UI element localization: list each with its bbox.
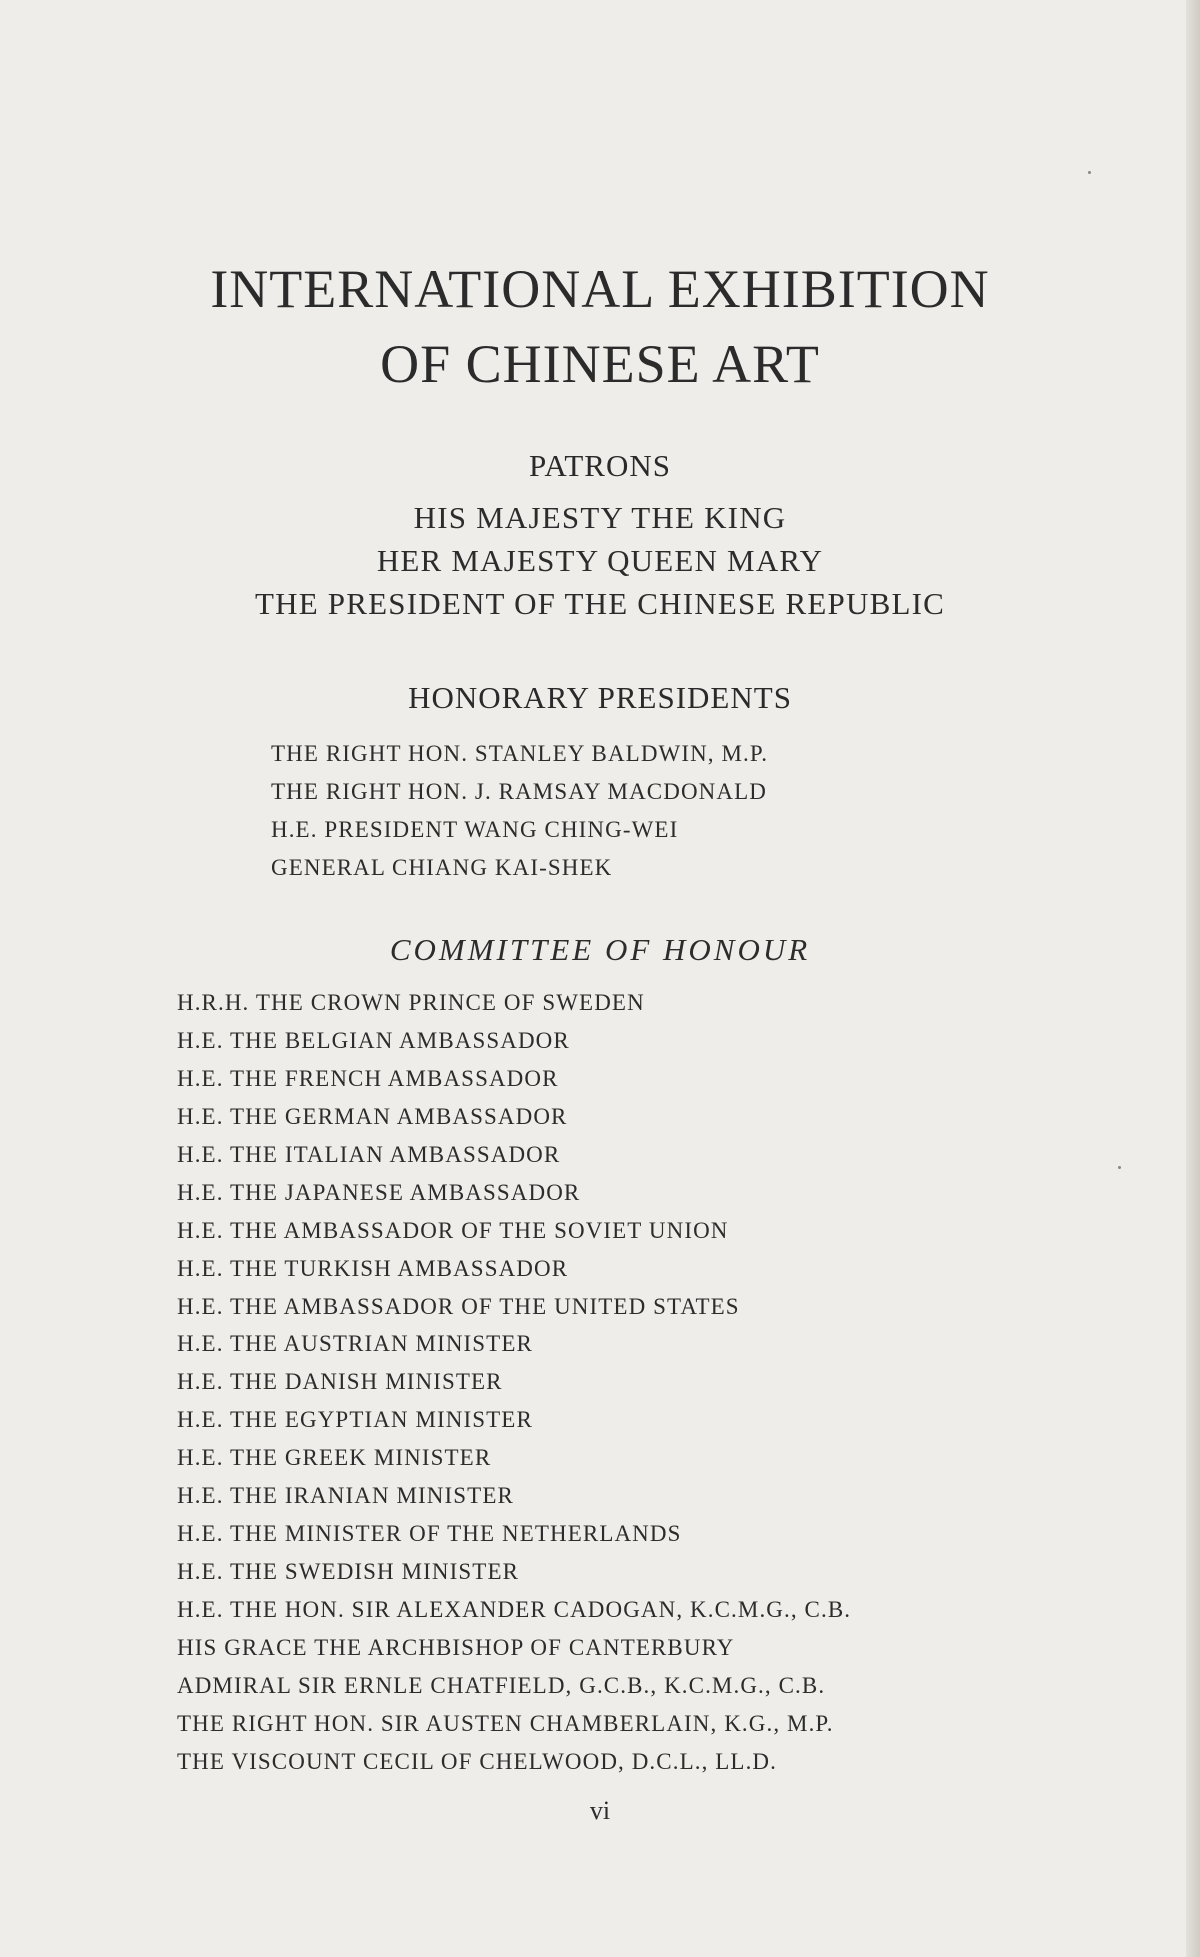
honorary-president-item: GENERAL CHIANG KAI-SHEK — [271, 855, 613, 880]
page-number: vi — [589, 1796, 611, 1825]
committee-member-list — [177, 991, 851, 1788]
committee-member: H.E. THE EGYPTIAN MINISTER — [177, 1407, 533, 1433]
committee-of-honour-heading: COMMITTEE OF HONOUR — [389, 932, 811, 967]
committee-member: H.E. THE FRENCH AMBASSADOR — [177, 1065, 559, 1091]
committee-member: H.E. THE JAPANESE AMBASSADOR — [177, 1179, 581, 1205]
patron-item: THE PRESIDENT OF THE CHINESE REPUBLIC — [255, 586, 945, 621]
committee-member: H.E. THE ITALIAN AMBASSADOR — [177, 1141, 561, 1167]
title-line-1: INTERNATIONAL EXHIBITION — [210, 259, 990, 319]
committee-member: H.E. THE GREEK MINISTER — [177, 1445, 492, 1471]
honorary-president-item: THE RIGHT HON. J. RAMSAY MACDONALD — [271, 779, 767, 804]
committee-member: H.E. THE AMBASSADOR OF THE UNITED STATES — [177, 1293, 740, 1319]
committee-member: H.R.H. THE CROWN PRINCE OF SWEDEN — [177, 990, 645, 1015]
committee-member: H.E. THE IRANIAN MINISTER — [177, 1483, 514, 1509]
patron-item: HER MAJESTY QUEEN MARY — [376, 543, 824, 578]
committee-member: H.E. THE DANISH MINISTER — [177, 1369, 503, 1395]
honorary-president-item: H.E. PRESIDENT WANG CHING-WEI — [271, 817, 679, 842]
paper-speck — [1118, 1166, 1121, 1169]
committee-member: H.E. THE MINISTER OF THE NETHERLANDS — [177, 1521, 682, 1547]
committee-member: H.E. THE TURKISH AMBASSADOR — [177, 1255, 569, 1281]
committee-member: THE RIGHT HON. SIR AUSTEN CHAMBERLAIN, K.G., M.P. — [177, 1710, 834, 1736]
committee-member: H.E. THE HON. SIR ALEXANDER CADOGAN, K.C.M.G., C.B. — [177, 1597, 852, 1622]
paper-speck — [1088, 171, 1091, 174]
title-line-2: OF CHINESE ART — [380, 334, 820, 394]
committee-member: H.E. THE SWEDISH MINISTER — [177, 1559, 520, 1585]
committee-member: THE VISCOUNT CECIL OF CHELWOOD, D.C.L., LL.D. — [177, 1748, 777, 1774]
committee-member: H.E. THE BELGIAN AMBASSADOR — [177, 1027, 570, 1053]
committee-member: HIS GRACE THE ARCHBISHOP OF CANTERBURY — [177, 1634, 735, 1660]
patrons-heading: PATRONS — [529, 448, 671, 483]
honorary-presidents-heading: HONORARY PRESIDENTS — [408, 680, 792, 715]
committee-member: ADMIRAL SIR ERNLE CHATFIELD, G.C.B., K.C.M.G., C.B. — [177, 1672, 826, 1698]
committee-member: H.E. THE AMBASSADOR OF THE SOVIET UNION — [177, 1217, 729, 1243]
patron-item: HIS MAJESTY THE KING — [413, 500, 787, 535]
committee-member: H.E. THE AUSTRIAN MINISTER — [177, 1331, 533, 1357]
honorary-president-item: THE RIGHT HON. STANLEY BALDWIN, M.P. — [271, 741, 769, 766]
committee-member: H.E. THE GERMAN AMBASSADOR — [177, 1103, 568, 1129]
